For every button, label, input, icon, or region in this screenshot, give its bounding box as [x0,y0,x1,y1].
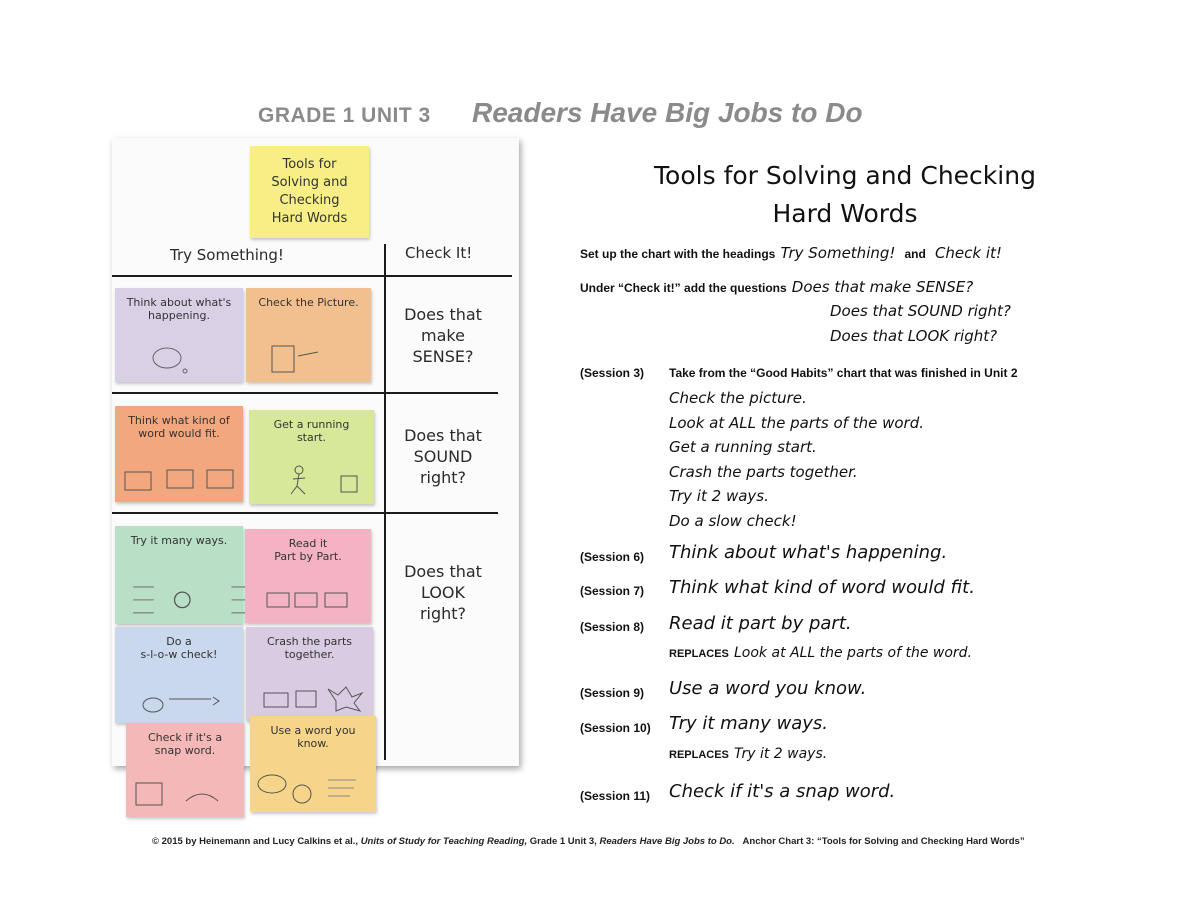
session-strategy: Use a word you know. [669,678,867,699]
sticky-text: start. [296,431,327,444]
footer-text: Readers Have Big Jobs to Do. [599,836,735,847]
sticky-text: happening. [148,309,210,322]
session-label: (Session 7) [580,584,645,598]
session-label: (Session 6) [580,550,645,564]
instruction-text: Set up the chart with the headings [580,247,776,261]
session-strategy: Think what kind of word would fit. [669,577,975,598]
title-note-line: Checking [279,193,340,208]
title-note-line: Tools for [282,157,337,172]
footer-text: Anchor Chart 3: “Tools for Solving and Checking Hard Words” [742,836,1025,847]
footer-text: Units of Study for Teaching Reading, [360,836,528,847]
replaced-strategy: Look at ALL the parts of the word. [734,645,972,661]
anchor-chart-photo [112,138,519,766]
habit-item: Check the picture. [669,389,807,407]
title-note-line: Solving and [271,175,348,190]
replaces-label: REPLACES [669,749,729,761]
running-figure-icon [249,464,374,498]
replaces-label: REPLACES [669,648,729,660]
question-line: right? [419,604,467,623]
title-note-line: Hard Words [271,211,348,226]
replaced-strategy: Try it 2 ways. [734,746,828,762]
sticky-text: Do a [166,635,192,648]
question-line: SENSE? [412,347,474,366]
habit-item: Crash the parts together. [669,462,858,481]
unit-title: Readers Have Big Jobs to Do [472,97,863,128]
check-question-look [388,561,498,624]
picture-icon [246,342,371,376]
good-habits-list [669,386,924,533]
question-text: Does that LOOK right? [830,327,998,345]
session-label: (Session 9) [580,686,645,700]
sticky-text: Think about what's [126,296,232,309]
session3-description: Take from the “Good Habits” chart that was finished in Unit 2 [669,366,1018,380]
sticky-try-it-many-ways [115,526,243,624]
sticky-text: Try it many ways. [130,534,228,547]
slow-check-icon [115,683,243,717]
session-label: (Session 11) [580,789,651,803]
column-heading-check: Check It! [405,244,473,262]
sticky-text: Get a running [273,418,350,431]
setup-instruction [580,243,1002,262]
thought-bubble-icon [115,342,243,376]
known-word-icon [250,772,376,806]
habit-item: Get a running start. [669,438,817,456]
sticky-do-a-slow-check [115,627,243,723]
chart-divider-vertical [384,244,386,760]
replaces-note [669,743,827,762]
chart-divider-horizontal [112,512,498,514]
question-text: Does that SOUND right? [830,302,1011,320]
sticky-text: know. [297,737,329,750]
sticky-get-a-running-start [249,410,374,504]
title-line: Tools for Solving and Checking [654,161,1036,190]
sticky-text: Crash the parts [267,635,352,648]
sticky-text: snap word. [154,744,216,757]
sticky-text: Check the Picture. [258,296,359,309]
session-strategy: Think about what's happening. [669,542,948,563]
chart-instructions-title [570,157,1120,233]
sticky-check-the-picture [246,288,371,382]
check-question-sound [388,425,498,488]
footer-text: Grade 1 Unit 3, [529,836,597,847]
session-label: (Session 8) [580,620,645,634]
session-strategy: Read it part by part. [669,613,852,634]
sticky-text: together. [284,648,335,661]
sticky-check-if-its-a-snap-word [126,723,244,817]
sticky-crash-the-parts-together [246,627,373,721]
chart-divider-horizontal [112,275,512,277]
sticky-text: Part by Part. [274,550,342,563]
sticky-text: Read it [288,537,328,550]
sticky-text: Check if it's a [147,731,223,744]
session-label: (Session 10) [580,721,651,735]
question-line: make [421,326,465,345]
crash-cars-icon [246,681,373,715]
title-sticky-note [250,146,369,238]
under-check-instruction [580,277,973,296]
word-cards-icon [115,462,243,496]
chart-divider-horizontal [112,392,498,394]
sticky-think-what-kind-of-word [115,406,243,502]
session-strategy: Check if it's a snap word. [669,781,896,802]
question-line: right? [419,468,467,487]
question-text: Does that make SENSE? [791,278,974,296]
word-parts-icon [245,583,371,617]
question-line: Does that [404,426,482,445]
snap-word-icon [126,777,244,811]
question-line: Does that [404,305,482,324]
question-line: LOOK [420,583,466,602]
replaces-note [669,642,972,661]
sticky-think-about-whats-happening [115,288,243,382]
habit-item: Try it 2 ways. [669,487,769,505]
question-line: SOUND [413,447,473,466]
heading-try-text: Try Something! [780,244,896,262]
instruction-text: and [904,247,926,261]
footer-text: © 2015 by Heinemann and Lucy Calkins et al., [152,836,359,847]
copyright-footer [152,836,1152,847]
question-line: Does that [404,562,482,581]
sticky-text: s-l-o-w check! [140,648,218,661]
sticky-text: word would fit. [138,427,220,440]
session-strategy: Try it many ways. [669,713,829,734]
check-question-sense [388,304,498,367]
session-label: (Session 3) [580,366,645,380]
column-heading-try: Try Something! [170,246,284,264]
sticky-text: Think what kind of [128,414,230,427]
heading-check-text: Check it! [934,244,1002,262]
habit-item: Do a slow check! [669,511,797,530]
grade-unit-label: GRADE 1 UNIT 3 [258,104,431,127]
sticky-read-it-part-by-part [245,529,371,623]
title-line: Hard Words [772,199,918,228]
instruction-text: Under “Check it!” add the questions [580,281,787,295]
habit-item: Look at ALL the parts of the word. [669,413,924,432]
sticky-use-a-word-you-know [250,716,376,812]
sticky-text: Use a word you [270,724,356,737]
